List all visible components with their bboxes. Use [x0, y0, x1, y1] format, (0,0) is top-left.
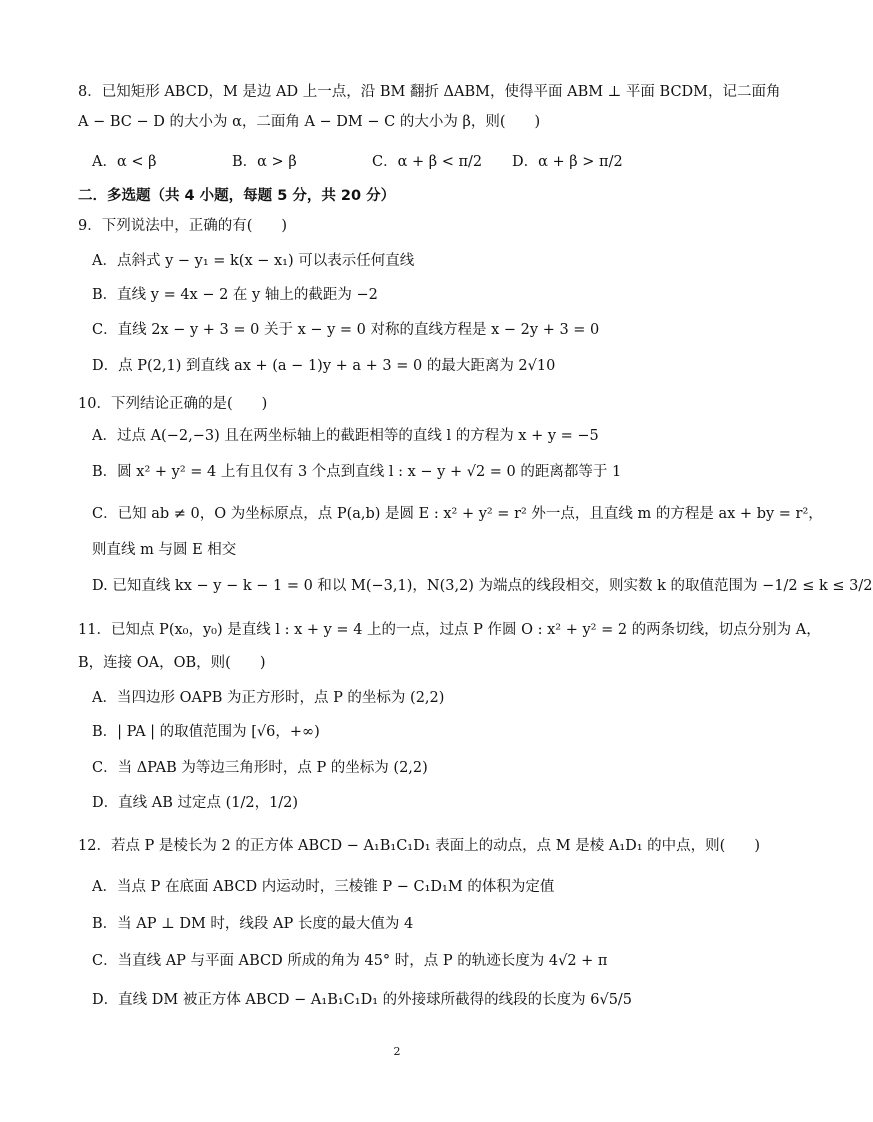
q8-option-a: A．α < β — [92, 154, 157, 170]
q11-option-a: A．当四边形 OAPB 为正方形时，点 P 的坐标为 (2,2) — [92, 690, 445, 706]
q8-options — [92, 146, 692, 186]
q12-option-d: D．直线 DM 被正方体 ABCD − A₁B₁C₁D₁ 的外接球所截得的线段的长度为 6√5/5 — [92, 992, 633, 1008]
q10-stem: 10．下列结论正确的是( ) — [78, 396, 268, 412]
q11-stem-line2: B，连接 OA，OB，则( ) — [78, 655, 266, 671]
page-number: 2 — [393, 1045, 401, 1058]
q9-option-c: C．直线 2x − y + 3 = 0 关于 x − y = 0 对称的直线方程是 x − 2y + 3 = 0 — [92, 322, 600, 338]
q8-option-c: C．α + β < π/2 — [372, 154, 483, 170]
q11-option-c: C．当 ΔPAB 为等边三角形时，点 P 的坐标为 (2,2) — [92, 760, 428, 776]
q9-option-b: B．直线 y = 4x − 2 在 y 轴上的截距为 −2 — [92, 287, 378, 303]
q12-option-b: B．当 AP ⊥ DM 时，线段 AP 长度的最大值为 4 — [92, 916, 414, 932]
q10-option-a: A．过点 A(−2,−3) 且在两坐标轴上的截距相等的直线 l 的方程为 x + y = −5 — [92, 428, 599, 444]
section-heading-multi-choice: 二．多选题（共 4 小题，每题 5 分，共 20 分） — [78, 188, 396, 204]
q8-line2: A − BC − D 的大小为 α，二面角 A − DM − C 的大小为 β，则( ) — [78, 114, 541, 130]
q10-option-c-line2: 则直线 m 与圆 E 相交 — [92, 542, 237, 558]
q12-option-c: C．当直线 AP 与平面 ABCD 所成的角为 45° 时，点 P 的轨迹长度为 4√2 + π — [92, 953, 608, 969]
q8-line1: 8．已知矩形 ABCD，M 是边 AD 上一点，沿 BM 翻折 ΔABM，使得平面 ABM ⊥ 平面 BCDM，记二面角 — [78, 84, 781, 100]
q8-option-d: D．α + β > π/2 — [512, 154, 623, 170]
q9-option-a: A．点斜式 y − y₁ = k(x − x₁) 可以表示任何直线 — [92, 253, 415, 269]
q11-stem-line1: 11．已知点 P(x₀，y₀) 是直线 l : x + y = 4 上的一点，过点 P 作圆 O : x² + y² = 2 的两条切线，切点分别为 A， — [78, 622, 821, 638]
q11-option-b: B．| PA | 的取值范围为 [√6，+∞) — [92, 724, 320, 740]
q9-option-d: D．点 P(2,1) 到直线 ax + (a − 1)y + a + 3 = 0 的最大距离为 2√10 — [92, 358, 556, 374]
q8-option-b: B．α > β — [232, 154, 297, 170]
q12-option-a: A．当点 P 在底面 ABCD 内运动时，三棱锥 P − C₁D₁M 的体积为定值 — [92, 879, 555, 895]
q9-stem: 9．下列说法中，正确的有( ) — [78, 218, 288, 234]
q12-stem: 12．若点 P 是棱长为 2 的正方体 ABCD − A₁B₁C₁D₁ 表面上的动点，点 M 是棱 A₁D₁ 的中点，则( ) — [78, 838, 760, 854]
q10-option-d: D. 已知直线 kx − y − k − 1 = 0 和以 M(−3,1)，N(3,2) 为端点的线段相交，则实数 k 的取值范围为 −1/2 ≤ k ≤ 3/2 — [92, 578, 873, 594]
q10-option-b: B．圆 x² + y² = 4 上有且仅有 3 个点到直线 l : x − y + √2 = 0 的距离都等于 1 — [92, 464, 622, 480]
q11-option-d: D．直线 AB 过定点 (1/2，1/2) — [92, 795, 299, 811]
q10-option-c-line1: C．已知 ab ≠ 0，O 为坐标原点，点 P(a,b) 是圆 E : x² + y² = r² 外一点，且直线 m 的方程是 ax + by = r²， — [92, 506, 823, 522]
